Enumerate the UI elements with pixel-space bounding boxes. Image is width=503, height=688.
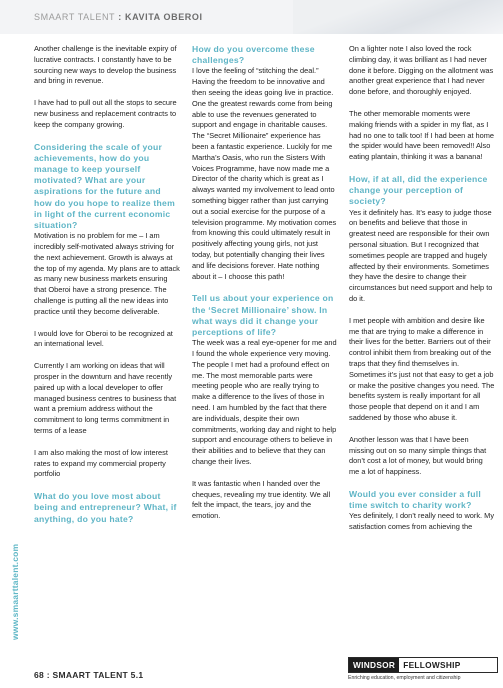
- answer-paragraph: Another lesson was that I have been missing out on so many simple things that don’t cost a lot of money, but would bring me a lot of happiness.: [349, 434, 487, 477]
- answer-paragraph: The other memorable moments were making friends with a spider in my flat, as I had no one to talk too! If I had been at home the spider would have been removed!! Also eating plantain, thinking it was a banana!: [349, 108, 495, 162]
- page-footer: 68 : SMAART TALENT 5.1: [34, 670, 144, 680]
- answer-paragraph: I met people with ambition and desire like me that are trying to make a difference in their lives for the better. Barriers out of their control inhibit them from breaking out of the traps that they find themselves in. Sometimes it’s just not that easy to get a job or make the positive changes you need. The benefits system is really important for all those people that depend on it and I am saddened by those who abuse it.: [349, 315, 495, 422]
- answer-paragraph: Yes definitely, I don’t really need to work. My satisfaction comes from achieving the: [349, 511, 495, 532]
- interviewee-name: KAVITA OBEROI: [124, 12, 203, 22]
- article-column-1: [34, 44, 180, 525]
- header-separator: :: [115, 12, 125, 22]
- logo-tagline: Enriching education, employment and citizenship: [348, 675, 461, 681]
- logo-word-windsor: WINDSOR: [349, 658, 399, 672]
- article-column-3: [349, 44, 495, 544]
- answer-paragraph: I love the feeling of “stitching the deal.” Having the freedom to be innovative and then seeing the ideas going live in practice. One the greatest rewards come from being able to use the revenues generated to support and engage in charitable causes. The “Secret Millionaire” experience has been a fantastic experience. Luckily for me Martha’s Oasis, who run the Sisters With Voices Programme, have now made me a Director of the charity which is great as I always wanted my involvement to lead onto something bigger rather than just carrying out a social exercise for the purpose of a television programme. My motivation comes from knowing this could ultimately result in positively affecting young girls, not just today, but potentially changing their lives and life decisions forever. Hate nothing about it – I choose this path!: [192, 66, 337, 281]
- answer-paragraph: Motivation is no problem for me – I am incredibly self-motivated always striving for the next achievement. Growth is always at the top of my agenda. My plans are to attack as many new business markets ensuring that Oberoi have a strong presence. The challenge is putting all the new ideas into practice until they become deliverable.: [34, 231, 180, 316]
- answer-paragraph: I am also making the most of low interest rates to expand my commercial property portfolio: [34, 447, 168, 479]
- question-heading: How do you overcome these challenges?: [192, 44, 315, 66]
- answer-paragraph: I have had to pull out all the stops to secure new business and replacement contracts to keep the company growing.: [34, 98, 177, 129]
- answer-paragraph: It was fantastic when I handed over the cheques, revealing my true identity. We all felt the impact, the tears, joy and the emotion.: [192, 478, 331, 521]
- answer-paragraph: I would love for Oberoi to be recognized at an international level.: [34, 328, 173, 349]
- question-heading: Would you ever consider a full time switch to charity work?: [349, 488, 481, 511]
- answer-paragraph: On a lighter note I also loved the rock climbing day, it was brilliant as I had never done it before. Digging on the allotment was another great experience that I had never done before, and thoroughly enjoyed.: [349, 44, 494, 97]
- website-url: www.smaarttalent.com: [10, 543, 20, 640]
- logo-word-fellowship: FELLOWSHIP: [399, 658, 464, 672]
- windsor-fellowship-logo: [348, 657, 498, 681]
- side-url-strip: [2, 0, 18, 688]
- article-column-2: [192, 44, 337, 533]
- answer-paragraph: Yes it definitely has. It’s easy to judge those on benefits and believe that those in greatest need are responsible for their own personal situation. But I recognized that sometimes people are trapped and hugely affected by their environments. Sometimes they have the desire to change their circumstances but need support and help to do it.: [349, 207, 493, 303]
- question-heading: What do you love most about being and entrepreneur? What, if anything, do you hate?: [34, 491, 177, 524]
- logo-wordmark: [348, 657, 498, 673]
- question-heading: Tell us about your experience on the ‘Secret Millionaire’ show. In what ways did it change your perceptions of life?: [192, 293, 334, 337]
- question-heading: How, if at all, did the experience change your perception of society?: [349, 173, 488, 207]
- question-heading: Considering the scale of your achievements, how do you manage to keep yourself motivated? What are your aspirations for the future and how do you hope to realize them in light of the current economic situation?: [34, 141, 175, 230]
- answer-paragraph: Currently I am working on ideas that will prosper in the downturn and have recently paired up with a local developer to offer managed business centres to business that want a premium address without the commitment to long terms commitment in terms of a lease: [34, 361, 177, 435]
- running-header: [34, 12, 203, 22]
- answer-paragraph: Another challenge is the inevitable expiry of lucrative contracts. I constantly have to be sourcing new ways to develop the business and bring in revenue.: [34, 44, 177, 86]
- answer-paragraph: The week was a real eye-opener for me and I found the whole experience very moving. The people I met had a profound effect on me. The most memorable parts were meeting people who are really trying to make a difference to the lives of those in need. I am humbled by the fact that there are individuals, despite their own commitments, working day and night to help support and encourage others to believe in their abilities and to believe that they can change their lives.: [192, 338, 337, 466]
- magazine-brand: SMAART TALENT: [34, 12, 116, 22]
